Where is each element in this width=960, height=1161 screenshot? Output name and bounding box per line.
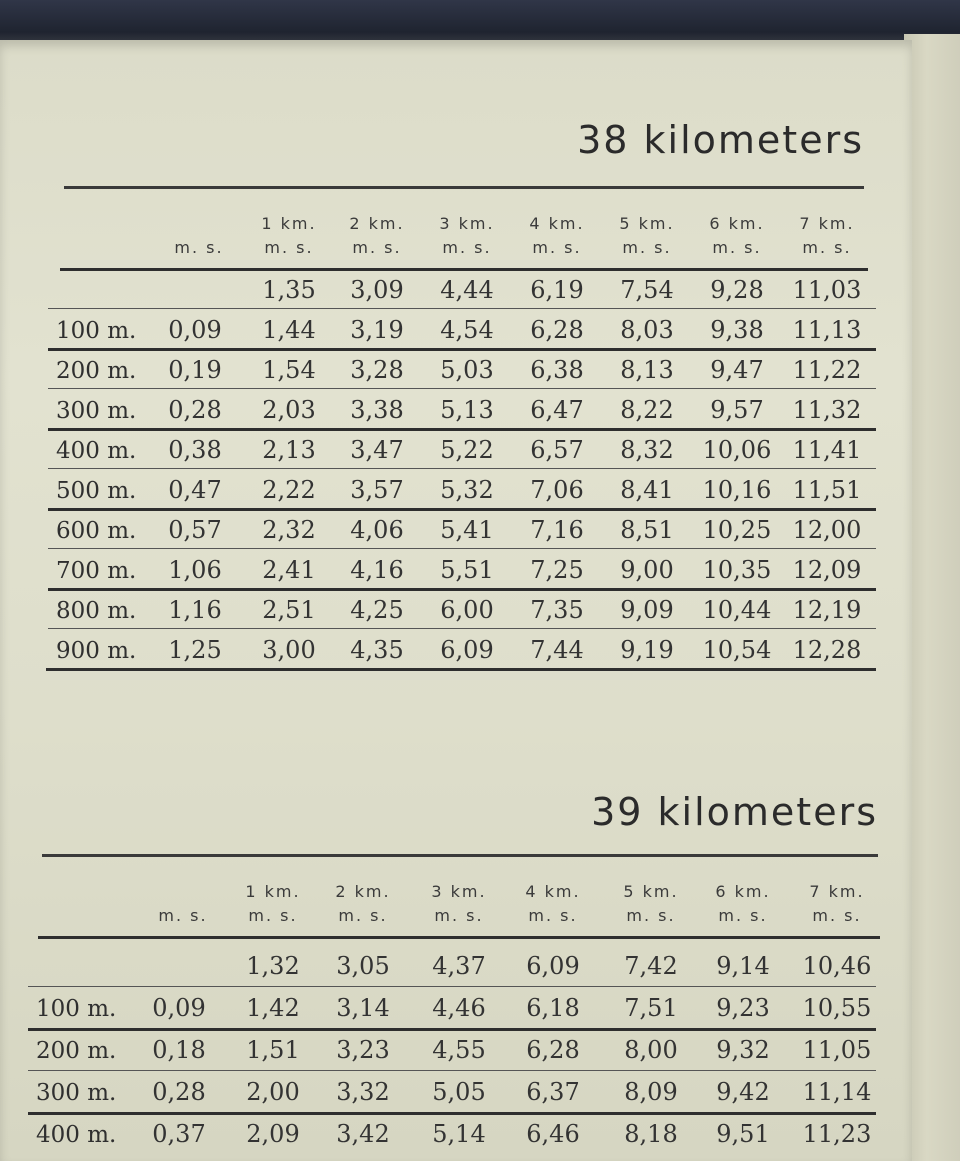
time-cell: 4,25 [350, 596, 404, 624]
time-cell: 7,16 [530, 516, 584, 544]
time-cell: 4,55 [432, 1036, 486, 1064]
column-unit-label: m. s. [442, 238, 492, 257]
row-divider [28, 1070, 876, 1071]
time-cell: 7,06 [530, 476, 584, 504]
time-cell: 2,51 [262, 596, 316, 624]
column-unit-label: m. s. [712, 238, 762, 257]
table-row [0, 470, 912, 510]
table-row [0, 630, 912, 670]
time-cell: 4,35 [350, 636, 404, 664]
table-row [0, 1072, 912, 1112]
table-row [0, 310, 912, 350]
time-cell: 12,19 [792, 596, 862, 624]
column-unit-label: m. s. [622, 238, 672, 257]
header-bottom-rule [38, 936, 880, 939]
time-cell: 6,09 [526, 952, 580, 980]
column-km-label: 5 km. [623, 882, 679, 901]
time-cell: 3,09 [350, 276, 404, 304]
time-cell: 3,23 [336, 1036, 390, 1064]
row-ms-value: 1,25 [168, 636, 222, 664]
time-cell: 3,32 [336, 1078, 390, 1106]
time-cell: 5,32 [440, 476, 494, 504]
column-km-label: 7 km. [809, 882, 865, 901]
row-ms-value: 0,38 [168, 436, 222, 464]
column-header [694, 212, 780, 260]
time-cell: 8,22 [620, 396, 674, 424]
corner-header: m. s. [158, 906, 208, 925]
time-cell: 11,32 [792, 396, 862, 424]
column-km-label: 3 km. [431, 882, 487, 901]
time-cell: 3,05 [336, 952, 390, 980]
time-cell: 11,05 [802, 1036, 872, 1064]
time-cell: 3,19 [350, 316, 404, 344]
time-cell: 8,32 [620, 436, 674, 464]
table-top-rule [42, 854, 878, 857]
time-cell: 11,13 [792, 316, 862, 344]
column-unit-label: m. s. [718, 906, 768, 925]
row-distance-label: 400 m. [56, 438, 137, 464]
column-header [700, 880, 786, 928]
row-distance-label: 300 m. [36, 1080, 117, 1106]
time-cell: 9,32 [716, 1036, 770, 1064]
time-cell: 11,14 [802, 1078, 872, 1106]
time-cell: 5,03 [440, 356, 494, 384]
table-row [0, 946, 912, 986]
time-cell: 2,03 [262, 396, 316, 424]
row-divider [48, 308, 876, 309]
row-distance-label: 100 m. [36, 996, 117, 1022]
time-cell: 2,00 [246, 1078, 300, 1106]
column-unit-label: m. s. [338, 906, 388, 925]
column-km-label: 6 km. [709, 214, 765, 233]
column-header [320, 880, 406, 928]
time-cell: 3,47 [350, 436, 404, 464]
time-cell: 1,54 [262, 356, 316, 384]
column-header [230, 880, 316, 928]
column-km-label: 6 km. [715, 882, 771, 901]
facing-page-edge [904, 34, 960, 1161]
column-unit-label: m. s. [532, 238, 582, 257]
section-title: 38 kilometers [577, 118, 864, 162]
column-header [510, 880, 596, 928]
time-cell: 9,28 [710, 276, 764, 304]
time-cell: 9,38 [710, 316, 764, 344]
time-cell: 3,14 [336, 994, 390, 1022]
row-ms-value: 1,06 [168, 556, 222, 584]
column-header [416, 880, 502, 928]
column-unit-label: m. s. [248, 906, 298, 925]
time-cell: 9,00 [620, 556, 674, 584]
table-row [0, 550, 912, 590]
column-unit-label: m. s. [264, 238, 314, 257]
time-cell: 12,28 [792, 636, 862, 664]
column-header [424, 212, 510, 260]
time-cell: 2,22 [262, 476, 316, 504]
column-km-label: 2 km. [335, 882, 391, 901]
time-cell: 9,23 [716, 994, 770, 1022]
time-cell: 10,35 [702, 556, 772, 584]
row-ms-value: 0,57 [168, 516, 222, 544]
table-row [0, 390, 912, 430]
time-cell: 7,35 [530, 596, 584, 624]
time-cell: 10,25 [702, 516, 772, 544]
row-ms-value: 0,18 [152, 1036, 206, 1064]
time-cell: 3,42 [336, 1120, 390, 1148]
row-distance-label: 800 m. [56, 598, 137, 624]
time-cell: 6,09 [440, 636, 494, 664]
column-km-label: 4 km. [525, 882, 581, 901]
time-cell: 2,32 [262, 516, 316, 544]
table-bottom-rule [46, 668, 876, 671]
time-cell: 4,46 [432, 994, 486, 1022]
table-row [0, 270, 912, 310]
column-header [794, 880, 880, 928]
time-cell: 6,28 [530, 316, 584, 344]
row-distance-label: 600 m. [56, 518, 137, 544]
time-cell: 1,32 [246, 952, 300, 980]
column-header [608, 880, 694, 928]
column-km-label: 1 km. [261, 214, 317, 233]
row-ms-value: 0,09 [152, 994, 206, 1022]
time-cell: 8,51 [620, 516, 674, 544]
column-km-label: 7 km. [799, 214, 855, 233]
time-cell: 6,46 [526, 1120, 580, 1148]
time-cell: 7,44 [530, 636, 584, 664]
time-cell: 12,09 [792, 556, 862, 584]
time-cell: 4,37 [432, 952, 486, 980]
time-cell: 11,22 [792, 356, 862, 384]
row-ms-value: 0,28 [152, 1078, 206, 1106]
row-divider [48, 628, 876, 629]
time-cell: 3,57 [350, 476, 404, 504]
time-cell: 9,51 [716, 1120, 770, 1148]
row-ms-value: 0,28 [168, 396, 222, 424]
time-cell: 9,47 [710, 356, 764, 384]
column-km-label: 4 km. [529, 214, 585, 233]
section-title: 39 kilometers [591, 790, 878, 834]
time-cell: 4,44 [440, 276, 494, 304]
time-cell: 6,57 [530, 436, 584, 464]
time-cell: 9,09 [620, 596, 674, 624]
table-row [0, 590, 912, 630]
time-cell: 7,54 [620, 276, 674, 304]
column-header [246, 212, 332, 260]
time-cell: 10,55 [802, 994, 872, 1022]
time-cell: 9,14 [716, 952, 770, 980]
time-cell: 10,06 [702, 436, 772, 464]
row-distance-label: 500 m. [56, 478, 137, 504]
column-unit-label: m. s. [434, 906, 484, 925]
time-cell: 6,00 [440, 596, 494, 624]
column-header [514, 212, 600, 260]
table-row [0, 1030, 912, 1070]
time-cell: 2,09 [246, 1120, 300, 1148]
time-cell: 8,00 [624, 1036, 678, 1064]
row-distance-label: 200 m. [36, 1038, 117, 1064]
time-cell: 7,51 [624, 994, 678, 1022]
table-row [0, 1114, 912, 1154]
time-cell: 1,51 [246, 1036, 300, 1064]
time-cell: 11,23 [802, 1120, 872, 1148]
time-cell: 6,47 [530, 396, 584, 424]
row-distance-label: 900 m. [56, 638, 137, 664]
row-ms-value: 0,37 [152, 1120, 206, 1148]
row-divider [48, 548, 876, 549]
time-cell: 8,41 [620, 476, 674, 504]
table-row [0, 350, 912, 390]
table-top-rule [64, 186, 864, 189]
column-km-label: 3 km. [439, 214, 495, 233]
time-cell: 8,18 [624, 1120, 678, 1148]
time-cell: 3,28 [350, 356, 404, 384]
time-cell: 1,35 [262, 276, 316, 304]
row-distance-label: 400 m. [36, 1122, 117, 1148]
time-cell: 3,00 [262, 636, 316, 664]
time-cell: 9,19 [620, 636, 674, 664]
time-cell: 5,13 [440, 396, 494, 424]
time-cell: 6,19 [530, 276, 584, 304]
time-cell: 5,14 [432, 1120, 486, 1148]
column-header [784, 212, 870, 260]
time-cell: 10,54 [702, 636, 772, 664]
time-cell: 5,05 [432, 1078, 486, 1106]
time-cell: 12,00 [792, 516, 862, 544]
time-cell: 9,57 [710, 396, 764, 424]
time-cell: 2,13 [262, 436, 316, 464]
row-divider [48, 468, 876, 469]
time-cell: 7,42 [624, 952, 678, 980]
row-ms-value: 1,16 [168, 596, 222, 624]
time-cell: 6,28 [526, 1036, 580, 1064]
table-row [0, 510, 912, 550]
column-header [334, 212, 420, 260]
row-ms-value: 0,19 [168, 356, 222, 384]
row-ms-value: 0,47 [168, 476, 222, 504]
time-cell: 9,42 [716, 1078, 770, 1106]
column-km-label: 5 km. [619, 214, 675, 233]
time-cell: 4,16 [350, 556, 404, 584]
time-cell: 5,51 [440, 556, 494, 584]
table-row [0, 430, 912, 470]
time-cell: 6,38 [530, 356, 584, 384]
time-cell: 8,13 [620, 356, 674, 384]
time-cell: 3,38 [350, 396, 404, 424]
column-header [604, 212, 690, 260]
time-cell: 4,54 [440, 316, 494, 344]
column-km-label: 2 km. [349, 214, 405, 233]
column-unit-label: m. s. [528, 906, 578, 925]
row-divider [28, 986, 876, 987]
row-ms-value: 0,09 [168, 316, 222, 344]
column-unit-label: m. s. [352, 238, 402, 257]
column-unit-label: m. s. [802, 238, 852, 257]
time-cell: 11,51 [792, 476, 862, 504]
column-km-label: 1 km. [245, 882, 301, 901]
time-cell: 11,03 [792, 276, 862, 304]
time-cell: 11,41 [792, 436, 862, 464]
corner-header: m. s. [174, 238, 224, 257]
time-cell: 2,41 [262, 556, 316, 584]
row-distance-label: 300 m. [56, 398, 137, 424]
time-cell: 10,44 [702, 596, 772, 624]
column-unit-label: m. s. [626, 906, 676, 925]
time-cell: 7,25 [530, 556, 584, 584]
row-distance-label: 200 m. [56, 358, 137, 384]
time-cell: 1,42 [246, 994, 300, 1022]
time-cell: 4,06 [350, 516, 404, 544]
row-divider [48, 388, 876, 389]
time-cell: 5,22 [440, 436, 494, 464]
book-page [0, 40, 912, 1161]
time-cell: 1,44 [262, 316, 316, 344]
row-distance-label: 700 m. [56, 558, 137, 584]
time-cell: 5,41 [440, 516, 494, 544]
column-unit-label: m. s. [812, 906, 862, 925]
time-cell: 10,16 [702, 476, 772, 504]
time-cell: 6,37 [526, 1078, 580, 1106]
time-cell: 10,46 [802, 952, 872, 980]
time-cell: 6,18 [526, 994, 580, 1022]
time-cell: 8,09 [624, 1078, 678, 1106]
time-cell: 8,03 [620, 316, 674, 344]
table-row [0, 988, 912, 1028]
row-distance-label: 100 m. [56, 318, 137, 344]
